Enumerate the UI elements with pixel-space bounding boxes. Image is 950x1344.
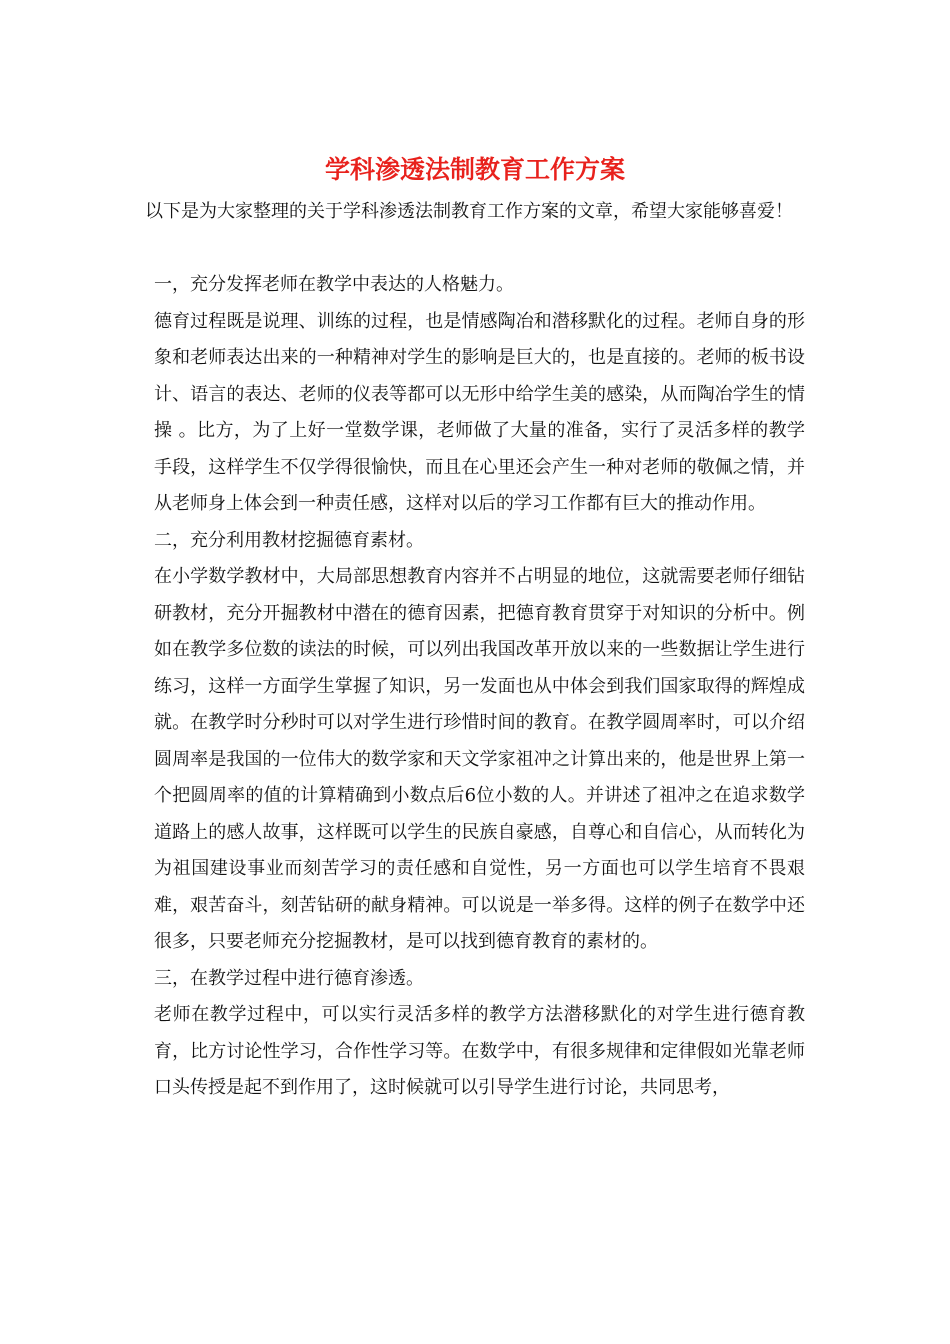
- section-body-1: 德育过程既是说理、训练的过程，也是情感陶冶和潜移默化的过程。老师自身的形象和老师表达出来的一种精神对学生的影响是巨大的，也是直接的。老师的板书设计、语言的表达、老师的仪表等都可以无形中给学生美的感染，从而陶冶学生的情操 。比方，为了上好一堂数学课，老师做了大量的准备，实行了灵活多样的教学手段，这样学生不仅学得很愉快，而且在心里还会产生一种对老师的敬佩之情，并从老师身上体会到一种责任感，这样对以后的学习工作都有巨大的推动作用。: [154, 310, 805, 514]
- section-body-3: 老师在教学过程中，可以实行灵活多样的教学方法潜移默化的对学生进行德育教育，比方讨论性学习，合作性学习等。在数学中，有很多规律和定律假如光靠老师口头传授是起不到作用了，这时候就可以引导学生进行讨论，共同思考，: [154, 1004, 805, 1098]
- blank-line: [145, 231, 805, 268]
- document-body: [145, 194, 805, 1107]
- section-body-2: 在小学数学教材中，大局部思想教育内容并不占明显的地位，这就需要老师仔细钻研教材，充分开掘教材中潜在的德育因素，把德育教育贯穿于对知识的分析中。例如在教学多位数的读法的时候，可以列出我国改革开放以来的一些数据让学生进行练习，这样一方面学生掌握了知识，另一发面也从中体会到我们国家取得的辉煌成就。在教学时分秒时可以对学生进行珍惜时间的教育。在教学圆周率时，可以介绍圆周率是我国的一位伟大的数学家和天文学家祖冲之计算出来的，他是世界上第一个把圆周率的值的计算精确到小数点后6位小数的人。并讲述了祖冲之在追求数学道路上的感人故事，这样既可以学生的民族自豪感，自尊心和自信心，从而转化为为祖国建设事业而刻苦学习的责任感和自觉性，另一方面也可以学生培育不畏艰难，艰苦奋斗，刻苦钻研的献身精神。可以说是一举多得。这样的例子在数学中还很多，只要老师充分挖掘教材，是可以找到德育教育的素材的。: [154, 566, 805, 952]
- document-title: 学科渗透法制教育工作方案: [324, 155, 625, 184]
- section-heading-2: 二，充分利用教材挖掘德育素材。: [154, 529, 424, 551]
- section-heading-1: 一，充分发挥老师在教学中表达的人格魅力。: [154, 274, 514, 295]
- section-heading-3: 三，在教学过程中进行德育渗透。: [154, 967, 424, 989]
- intro-paragraph: 以下是为大家整理的关于学科渗透法制教育工作方案的文章，希望大家能够喜爱！: [145, 201, 793, 222]
